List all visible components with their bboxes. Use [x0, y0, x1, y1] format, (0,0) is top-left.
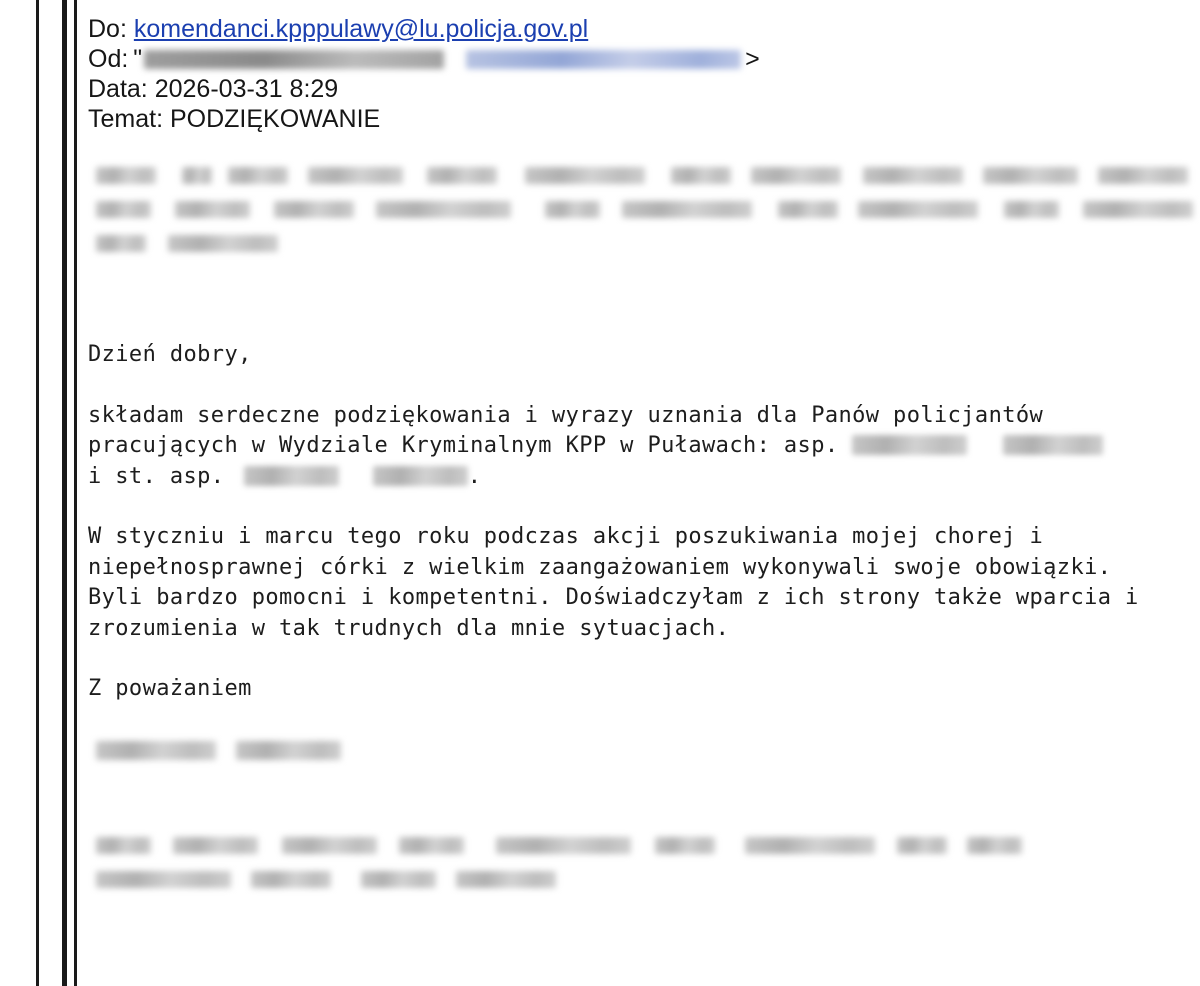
redacted-officer-name-1b: [1003, 435, 1103, 455]
redacted-line: [96, 869, 1022, 889]
header-value-subject: PODZIĘKOWANIE: [169, 105, 381, 133]
letter-body: [88, 340, 1148, 705]
email-header-block: [88, 14, 1148, 134]
redacted-sender-email: [466, 50, 741, 69]
header-label-to: Do:: [88, 15, 127, 43]
redacted-line: [96, 740, 341, 760]
header-row-from: [88, 44, 1148, 74]
header-label-subject: Temat:: [88, 105, 164, 133]
redacted-officer-name-1a: [852, 435, 967, 455]
scan-edge-rule-3: [74, 0, 77, 986]
header-row-to: [88, 14, 1148, 44]
thanks-period: .: [467, 463, 482, 489]
greeting-paragraph: Dzień dobry,: [88, 342, 252, 367]
redacted-signature-block: [96, 740, 341, 774]
recipient-email-link[interactable]: komendanci.kpppulawy@lu.policja.gov.pl: [133, 15, 589, 43]
redacted-officer-name-2b: [373, 466, 468, 486]
scan-edge-rule-1: [36, 0, 39, 986]
header-value-date: 2026-03-31 8:29: [154, 75, 339, 103]
thanks-text-cont: i st. asp.: [88, 463, 225, 489]
redacted-line: [96, 835, 1022, 855]
document-page: [88, 0, 1188, 986]
redacted-line: [96, 165, 1193, 185]
header-row-date: [88, 74, 1148, 104]
redacted-top-block: [96, 165, 1193, 267]
story-paragraph: W styczniu i marcu tego roku podczas akcji poszukiwania mojej chorej i niepełnosprawnej córki z wielkim zaangażowaniem wykonywali swoje obowiązki. Byli bardzo pomocni i kompetentni. Doświadczyłam z ich strony także wparcia i zrozumienia w tak trudnych dla mnie sytuacjach.: [88, 524, 1139, 641]
sender-quote-mark: ": [133, 45, 143, 73]
thanks-paragraph: [88, 401, 1148, 493]
redacted-line: [96, 233, 1193, 253]
scan-edge-rule-2: [62, 0, 67, 986]
redacted-footer-block: [96, 835, 1022, 903]
header-label-date: Data:: [88, 75, 148, 103]
header-label-from: Od:: [88, 45, 129, 73]
redacted-sender-name: [144, 50, 444, 69]
redacted-line: [96, 199, 1193, 219]
closing-paragraph: Z poważaniem: [88, 676, 252, 701]
sender-angle-bracket: >: [745, 45, 760, 73]
redacted-officer-name-2a: [244, 466, 339, 486]
thanks-text: składam serdeczne podziękowania i wyrazy uznania dla Panów policjantów pracujących w Wydziale Kryminalnym KPP w Puławach: asp.: [88, 402, 1044, 458]
header-row-subject: [88, 104, 1148, 134]
